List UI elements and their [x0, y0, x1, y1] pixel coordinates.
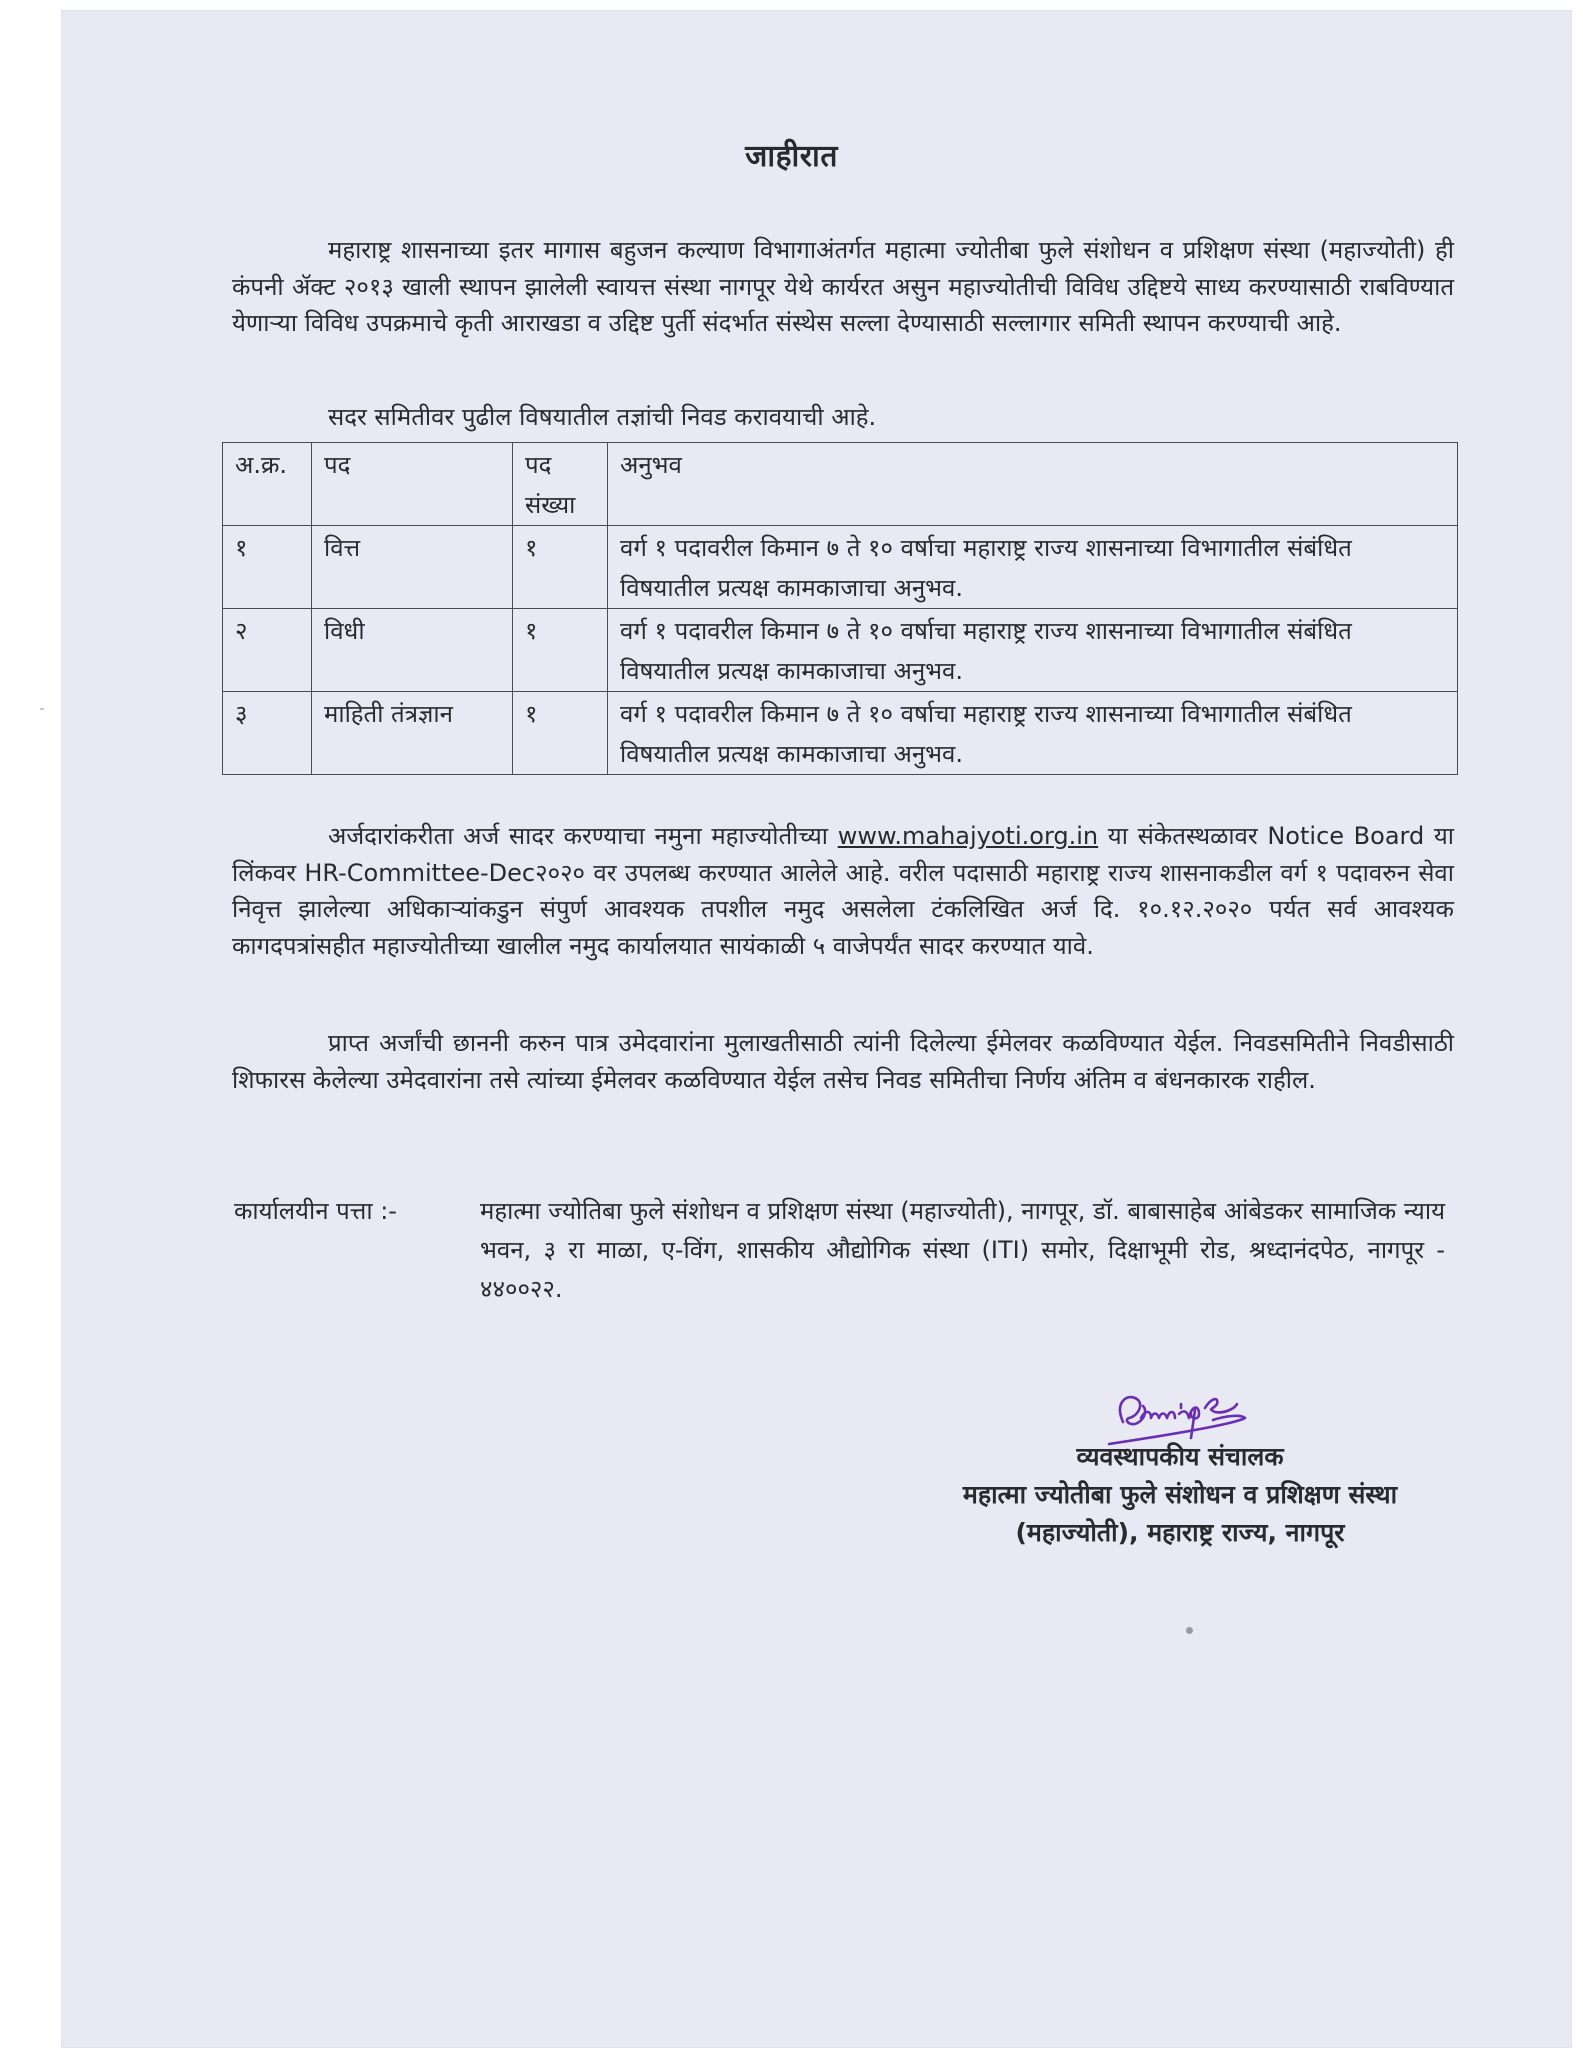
signatory-block — [900, 1438, 1460, 1552]
office-address-text: महात्मा ज्योतिबा फुले संशोधन व प्रशिक्षण संस्था (महाज्योती), नागपूर, डॉ. बाबासाहेब आंबेडकर सामाजिक न्याय भवन, ३ रा माळा, ए-विंग, शासकीय औद्योगिक संस्था (ITI) समोर, दिक्षाभूमी रोड, श्रध्दानंदपेठ, नागपूर - ४४००२२. — [480, 1197, 1445, 1303]
cell-count: १ — [513, 692, 608, 775]
cell-experience: वर्ग १ पदावरील किमान ७ ते १० वर्षाचा महाराष्ट्र राज्य शासनाच्या विभागातील संबंधित विषयातील प्रत्यक्ष कामकाजाचा अनुभव. — [608, 526, 1458, 609]
application-text-before-link: अर्जदारांकरीता अर्ज सादर करण्याचा नमुना महाज्योतीच्या — [328, 822, 838, 850]
document-title: जाहीरात — [745, 139, 838, 174]
application-text-after-link: या संकेतस्थळावर Notice Board या लिंकवर HR-Committee-Dec२०२० वर उपलब्ध करण्यात आलेले आहे. वरील पदासाठी महाराष्ट्र राज्य शासनाकडील वर्ग १ पदावरुन सेवा निवृत्त झालेल्या अधिकाऱ्यांकडुन संपुर्ण आवश्यक तपशील नमुद असलेला टंकलिखित अर्ज दि. १०.१२.२०२० पर्यत सर्व आवश्यक कागदपत्रांसहीत महाज्योतीच्या खालील नमुद कार्यालयात सायंकाळी ५ वाजेपर्यंत सादर करण्यात यावे. — [232, 822, 1454, 960]
scrutiny-paragraph: प्राप्त अर्जांची छाननी करुन पात्र उमेदवारांना मुलाखतीसाठी त्यांनी दिलेल्या ईमेलवर कळविण्यात येईल. निवडसमितीने निवडीसाठी शिफारस केलेल्या उमेदवारांना तसे त्यांच्या ईमेलवर कळविण्यात येईल तसेच निवड समितीचा निर्णय अंतिम व बंधनकारक राहील. — [232, 1029, 1454, 1094]
cell-serial: १ — [223, 526, 312, 609]
header-count-text: पद संख्या — [525, 451, 576, 519]
cell-experience: वर्ग १ पदावरील किमान ७ ते १० वर्षाचा महाराष्ट्र राज्य शासनाच्या विभागातील संबंधित विषयातील प्रत्यक्ष कामकाजाचा अनुभव. — [608, 609, 1458, 692]
signature-stroke — [1141, 1412, 1175, 1418]
signatory-designation: व्यवस्थापकीय संचालक — [1076, 1442, 1284, 1471]
scan-speck — [1186, 1627, 1193, 1634]
table-row — [223, 609, 1458, 692]
cell-experience: वर्ग १ पदावरील किमान ७ ते १० वर्षाचा महाराष्ट्र राज्य शासनाच्या विभागातील संबंधित विषयातील प्रत्यक्ष कामकाजाचा अनुभव. — [608, 692, 1458, 775]
signature-stroke — [1120, 1397, 1145, 1424]
office-address-label: कार्यालयीन पत्ता :- — [234, 1197, 397, 1225]
table-row — [223, 692, 1458, 775]
posts-table — [222, 442, 1458, 775]
application-paragraph — [232, 818, 1454, 964]
cell-count: १ — [513, 609, 608, 692]
header-post: पद — [312, 443, 513, 526]
scan-speck — [40, 708, 44, 710]
signatory-organization-line2: (महाज्योती), महाराष्ट्र राज्य, नागपूर — [1015, 1518, 1345, 1547]
signature-image — [1095, 1384, 1265, 1446]
table-row — [223, 526, 1458, 609]
website-link[interactable]: www.mahajyoti.org.in — [837, 822, 1099, 850]
cell-post: विधी — [312, 609, 513, 692]
intro-paragraph: महाराष्ट्र शासनाच्या इतर मागास बहुजन कल्याण विभागाअंतर्गत महात्मा ज्योतीबा फुले संशोधन व प्रशिक्षण संस्था (महाज्योती) ही कंपनी ॲक्ट २०१३ खाली स्थापन झालेली स्वायत्त संस्था नागपूर येथे कार्यरत असुन महाज्योतीची विविध उद्दिष्टये साध्य करण्यासाठी राबविण्यात येणाऱ्या विविध उपक्रमाचे कृती आराखडा व उद्दिष्ट पुर्ती संदर्भात संस्थेस सल्ला देण्यासाठी सल्लागार समिती स्थापन करण्याची आहे. — [232, 236, 1454, 337]
table-header-row — [223, 443, 1458, 526]
cell-post: वित्त — [312, 526, 513, 609]
signatory-organization-line1: महात्मा ज्योतीबा फुले संशोधन व प्रशिक्षण संस्था — [962, 1480, 1398, 1509]
table-intro-text: सदर समितीवर पुढील विषयातील तज्ञांची निवड करावयाची आहे. — [328, 403, 877, 431]
cell-post: माहिती तंत्रज्ञान — [312, 692, 513, 775]
header-count — [513, 443, 608, 526]
header-experience: अनुभव — [608, 443, 1458, 526]
cell-serial: २ — [223, 609, 312, 692]
header-serial: अ.क्र. — [223, 443, 312, 526]
cell-count: १ — [513, 526, 608, 609]
cell-serial: ३ — [223, 692, 312, 775]
